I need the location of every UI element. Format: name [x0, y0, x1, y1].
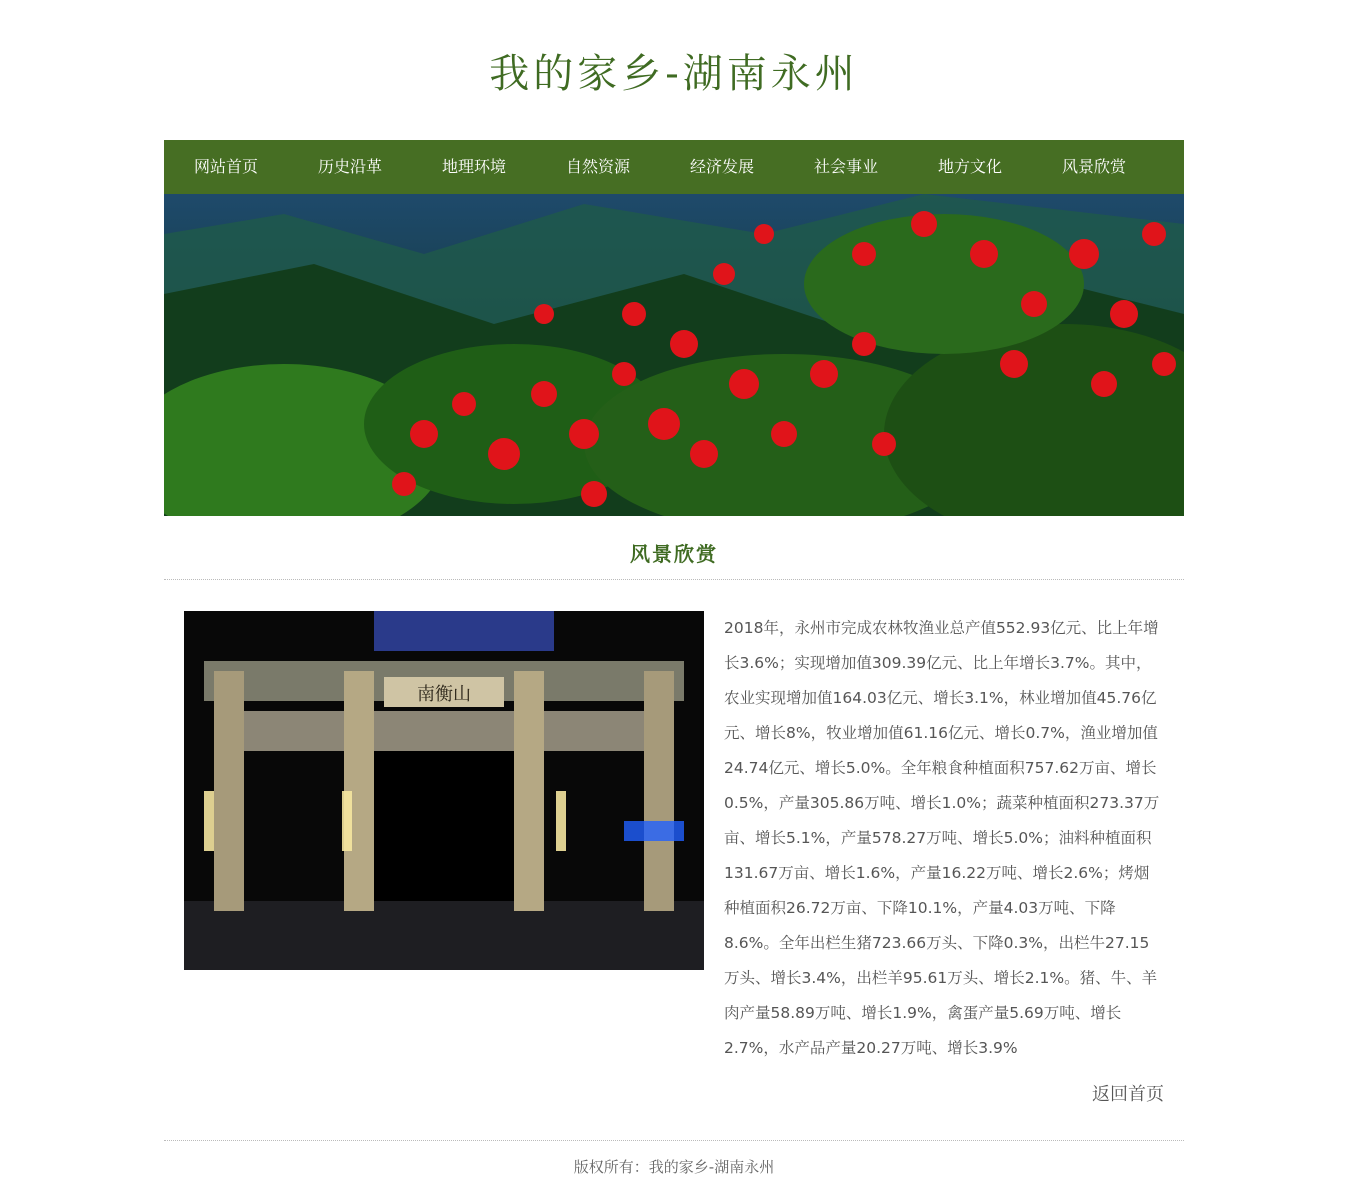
main-nav: [164, 140, 1184, 194]
nav-item-society[interactable]: 社会事业: [813, 157, 878, 176]
gate-inscription: 南衡山: [417, 684, 471, 705]
nav-item-home[interactable]: 网站首页: [193, 157, 258, 176]
footer-divider: [164, 1140, 1184, 1141]
section-divider: [164, 579, 1184, 580]
footer-copyright: 版权所有：我的家乡-湖南永州: [573, 1158, 775, 1176]
article-text: 2018年，永州市完成农林牧渔业总产值552.93亿元、比上年增长3.6%；实现增加值309.39亿元、比上年增长3.7%。其中，农业实现增加值164.03亿元、增长3.1%，林业增加值45.76亿元、增长8%，牧业增加值61.16亿元、增长0.7%，渔业增加值24.74亿元、增长5.0%。全年粮食种植面积757.62万亩、增长0.5%，产量305.86万吨、增长1.0%；蔬菜种植面积273.37万亩、增长5.1%，产量578.27万吨、增长5.0%；油料种植面积131.67万亩、增长1.6%，产量16.22万吨、增长2.6%；烤烟种植面积26.72万亩、下降10.1%，产量4.03万吨、下降8.6%。全年出栏生猪723.66万头、下降0.3%，出栏牛27.15万头、增长3.4%，出栏羊95.61万头、增长2.1%。猪、牛、羊肉产量58.89万吨、增长1.9%，禽蛋产量5.69万吨、增长2.7%，水产品产量20.27万吨、增长3.9%: [724, 619, 1160, 1057]
nav-item-economy[interactable]: 经济发展: [689, 157, 754, 176]
nav-item-resources[interactable]: 自然资源: [565, 157, 630, 176]
nav-item-history[interactable]: 历史沿革: [317, 157, 382, 176]
nav-item-scenery[interactable]: 风景欣赏: [1061, 157, 1126, 176]
nav-item-geography[interactable]: 地理环境: [441, 157, 506, 176]
nav-item-culture[interactable]: 地方文化: [937, 157, 1002, 176]
section-title: 风景欣赏: [630, 542, 718, 566]
site-title: 我的家乡-湖南永州: [489, 51, 859, 97]
gate-photo: [184, 611, 704, 970]
back-home-link[interactable]: 返回首页: [1092, 1084, 1164, 1105]
banner-image: [164, 194, 1184, 516]
